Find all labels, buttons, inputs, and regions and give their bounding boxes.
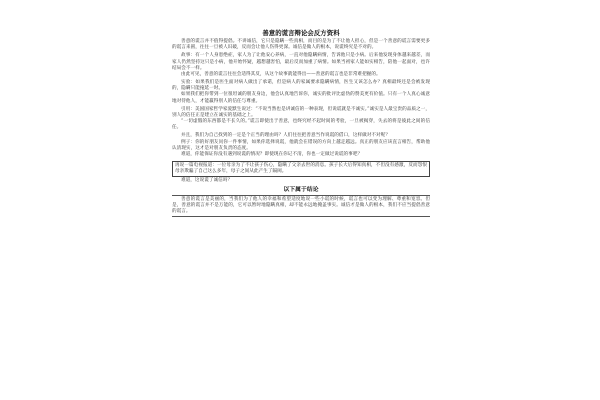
paragraph-7: “一切虚假的东西都是不长久的。”谎言即使出于善意，也终究经不起时间的考验，一旦被揭穿，失去的将是彼此之间的信任。 [172,119,430,131]
paragraph-5: 如果我们把你带到一位很坦诚的朋友身边，他会认真地告诉你，诚实的批评比虚伪的赞美更有价值。只有一个人真心诚意地对待他人，才能赢得别人的信任与尊重。 [172,92,430,104]
divider-bottom [172,216,430,217]
paragraph-9: 例子：你的好朋友问你一件事情，如果你选择说谎，他就会在错误的方向上越走越远。真正的朋友应该直言相告，帮助他认清现实，这才是对朋友负责的态度。 [172,139,430,151]
document-title: 善意的谎言辩论会反方资料 [262,29,340,37]
paragraph-1: 善意的谎言并不值得提倡。不讲诚信，它只是隐瞒一些真相，而目的是为了不让他人担心，但是一个善意的谎言需要更多的谎言来圆，往往一旦被人识破，反而会让他人伤得更深。诚信是做人的根本，说谎终究是不对的。 [172,39,430,51]
paragraph-8: 并且，我们为自己找到的一定是个正当的理由吗？人们往往把善意当作说谎的借口，这样做对不对呢？ [181,133,390,139]
paragraph-3: 由此可见，善意的谎言往往会适得其反，从这个故事就能得出——善意的谎言也是非常难把握的。 [181,71,381,77]
document-body [172,30,430,218]
paragraph-11: 再说一篇电视报道：一位母亲为了不让孩子伤心，隐瞒了父亲去世的消息。孩子长大后得知真相，不但没有感激，反而怨恨母亲欺骗了自己这么多年，母子之间从此产生了隔阂。 [175,162,427,175]
paragraph-10: 难道，你能保证你没有遇到说谎的情况？即使现在你记不清，你也一定做过说谎的事吧？ [181,151,363,157]
paragraph-12: 难道，这说谎了诚信吗？ [181,178,233,184]
section-title: 以下属于结论 [283,187,319,194]
boxed-quote [172,161,430,177]
conclusion-paragraph: 善意的谎言是美丽的，当我们为了他人的幸福和希望适度地说一些小谎的时候，谎言也可以变为理解、尊重和宽容。但是，善意的谎言并不是万能的，它可以暂时地隐瞒真相，却不能永远地掩盖事实。诚信才是做人的根本，我们不应当提倡善意的谎言。 [172,196,430,214]
paragraph-4: 实验：如果我们是医生面对病人做出了承诺，但是病人的家属要求隐瞒病情，医生又该怎么办？真相最终还是会被发现的，隐瞒只能拖延一时。 [172,80,430,92]
paragraph-6: 引用：美国国家哲学家爱默生说过：“不说当然也是讲诚信的一种表现，但说谎就是不诚实。”诚实是人最宝贵的品质之一，别人的信任正是建立在诚实的基础之上。 [172,106,430,118]
paragraph-2: 故事：有一个人身患绝症，家人为了让他安心养病，一直对他隐瞒病情，告诉他只是小病。后来他发现身体越来越差，而家人仍然坚持这只是小病，他开始怀疑，越想越害怕，最后反而加重了病情。如果当初家人能如实相告，陪他一起面对，也许结局会不一样。 [172,53,430,71]
divider [172,195,430,196]
